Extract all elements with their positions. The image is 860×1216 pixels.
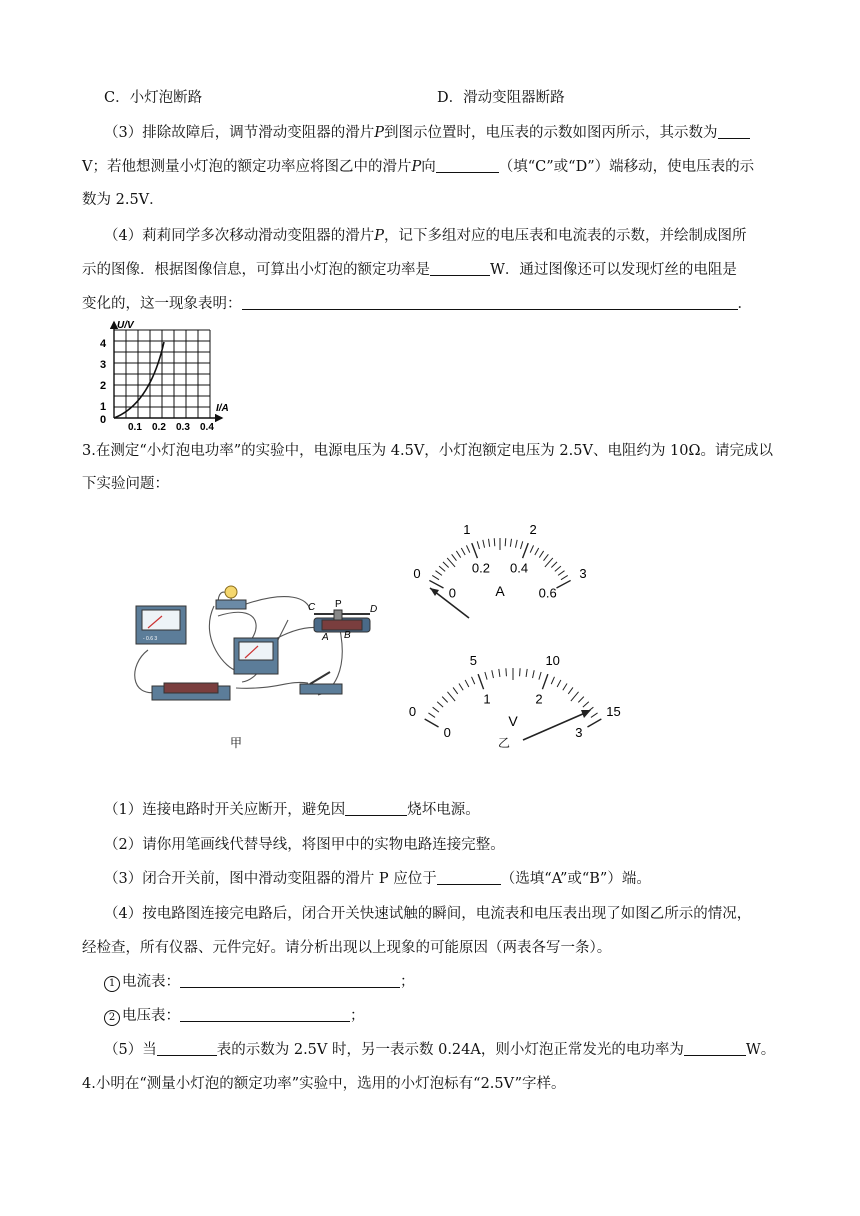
voltmeter-tick bbox=[526, 669, 527, 677]
answer-blank[interactable] bbox=[242, 295, 738, 310]
voltmeter-tick bbox=[578, 697, 584, 703]
voltmeter-outer-label: 5 bbox=[469, 652, 477, 668]
voltmeter-tick bbox=[539, 672, 541, 680]
voltmeter-tick bbox=[459, 683, 463, 690]
voltmeter-tick bbox=[492, 670, 494, 678]
voltmeter-tick bbox=[485, 672, 487, 680]
ammeter-tick bbox=[447, 558, 455, 567]
ammeter-tick bbox=[472, 543, 478, 558]
x-tick: 0.2 bbox=[152, 422, 166, 433]
q2-part4-line1: （4）莉莉同学多次移动滑动变阻器的滑片P，记下多组对应的电压表和电流表的示数，并绘制成图所 bbox=[104, 228, 747, 244]
voltmeter-tick bbox=[437, 702, 443, 707]
terminal-b: B bbox=[344, 630, 351, 641]
q3-part1: （1）连接电路时开关应断开，避免因 烧坏电源。 bbox=[104, 802, 480, 818]
terminal-d: D bbox=[370, 604, 378, 615]
q3-part4-line1: （4）按电路图连接完电路后，闭合开关快速试触的瞬间，电流表和电压表出现了如图乙所示的情况， bbox=[104, 906, 752, 922]
q2-part3-line3: 数为 2.5V． bbox=[82, 192, 164, 208]
voltmeter-tick bbox=[453, 687, 458, 693]
q3-part5: （5）当 表的示数为 2.5V 时，另一表示数 0.24A，则小灯泡正常发光的电功率为 W。 bbox=[104, 1042, 776, 1058]
circled-number: 1 bbox=[104, 976, 120, 992]
ammeter-tick bbox=[466, 545, 469, 552]
voltmeter-inner-label: 3 bbox=[575, 725, 583, 740]
ammeter-tick bbox=[561, 575, 568, 579]
q2-part3-line2: V；若他想测量小灯泡的额定功率应将图乙中的滑片P向 （填“C”或“D”）端移动，使电压表的示 bbox=[82, 159, 755, 175]
ammeter-tick bbox=[535, 548, 539, 555]
voltmeter-tick bbox=[478, 674, 483, 689]
x-tick: 0.4 bbox=[200, 422, 214, 433]
ammeter-inner-label: 0.2 bbox=[471, 560, 490, 576]
voltmeter-tick bbox=[428, 713, 435, 717]
voltmeter-tick bbox=[542, 674, 547, 689]
ammeter-dial bbox=[413, 522, 586, 601]
ammeter-outer-label: 0 bbox=[413, 565, 421, 581]
q3-ammeter-reason: 1 电流表： ； bbox=[104, 972, 415, 992]
y-tick: 1 bbox=[100, 401, 107, 413]
ammeter-tick bbox=[520, 541, 522, 549]
q4-intro: 4.小明在“测量小灯泡的额定功率”实验中，选用的小灯泡标有“2.5V”字样。 bbox=[82, 1076, 566, 1092]
graph-y-label: U/V bbox=[117, 320, 134, 331]
ammeter-tick bbox=[439, 566, 445, 571]
ammeter-tick bbox=[510, 539, 511, 547]
x-tick: 0.1 bbox=[128, 422, 142, 433]
ammeter-tick bbox=[456, 551, 460, 558]
voltmeter-tick bbox=[557, 680, 561, 687]
voltmeter-tick bbox=[591, 713, 598, 717]
q3-intro-line1: 3.在测定“小灯泡电功率”的实验中，电源电压为 4.5V，小灯泡额定电压为 2.5V、电阻约为 10Ω。请完成以 bbox=[82, 443, 774, 459]
answer-blank[interactable] bbox=[180, 973, 400, 988]
q3-part3: （3）闭合开关前，图中滑动变阻器的滑片 P 应位于 （选填“A”或“B”）端。 bbox=[104, 871, 651, 887]
answer-blank[interactable] bbox=[157, 1041, 217, 1056]
voltmeter-tick bbox=[587, 719, 601, 727]
figure-label-jia: 甲 bbox=[230, 736, 243, 750]
q3-part4-line2: 经检查，所有仪器、元件完好。请分析出现以上现象的可能原因（两表各写一条）。 bbox=[82, 940, 612, 956]
ammeter-inner-label: 0.4 bbox=[510, 560, 529, 576]
ammeter-tick bbox=[488, 539, 489, 547]
voltmeter-tick bbox=[533, 670, 535, 678]
ammeter-tick bbox=[551, 562, 557, 568]
ammeter-tick bbox=[515, 540, 517, 548]
ammeter-tick bbox=[555, 566, 561, 571]
option-d: D．滑动变阻器断路 bbox=[437, 90, 565, 106]
y-tick: 2 bbox=[100, 380, 107, 392]
y-tick: 4 bbox=[100, 338, 107, 350]
voltmeter-tick bbox=[433, 707, 439, 712]
slider-p: P bbox=[335, 599, 342, 610]
voltmeter-outer-label: 0 bbox=[408, 704, 417, 719]
ammeter-tick bbox=[545, 558, 553, 567]
voltmeter-outer-label: 10 bbox=[545, 652, 560, 668]
ammeter-tick bbox=[523, 543, 529, 558]
circuit-figure-jia bbox=[118, 580, 398, 710]
voltmeter-tick bbox=[551, 677, 554, 684]
ammeter-outer-label: 2 bbox=[529, 522, 537, 538]
ammeter-tick bbox=[429, 580, 443, 588]
terminal-c: C bbox=[308, 602, 316, 613]
answer-blank[interactable] bbox=[437, 870, 501, 885]
ammeter-tick bbox=[477, 541, 479, 549]
ammeter-inner-label: 0.6 bbox=[538, 585, 557, 601]
ammeter-tick bbox=[558, 571, 564, 576]
q2-part3-line1: （3）排除故障后，调节滑动变阻器的滑片P到图示位置时，电压表的示数如图丙所示，其示数为 bbox=[104, 123, 750, 143]
answer-blank[interactable] bbox=[180, 1007, 350, 1022]
answer-blank[interactable] bbox=[718, 124, 750, 139]
figure-label-yi: 乙 bbox=[498, 736, 511, 750]
ammeter-tick bbox=[483, 540, 485, 548]
voltmeter-inner-label: 0 bbox=[443, 725, 451, 740]
graph-x-label: I/A bbox=[216, 403, 229, 414]
voltmeter-tick bbox=[425, 719, 439, 727]
circled-number: 2 bbox=[104, 1010, 120, 1026]
q3-voltmeter-reason: 2 电压表： ； bbox=[104, 1006, 365, 1026]
voltmeter-needle-tip bbox=[581, 710, 591, 718]
ammeter-outer-label: 3 bbox=[579, 565, 587, 581]
ammeter-tick bbox=[544, 554, 549, 560]
answer-blank[interactable] bbox=[430, 261, 490, 276]
voltmeter-tick bbox=[465, 680, 469, 687]
ammeter-tick bbox=[530, 545, 533, 552]
answer-blank[interactable] bbox=[436, 158, 499, 173]
x-tick: 0.3 bbox=[176, 422, 190, 433]
ammeter-tick bbox=[505, 538, 506, 546]
q3-intro-line2: 下实验问题： bbox=[82, 476, 169, 492]
y-tick: 0 bbox=[100, 414, 107, 426]
voltmeter-tick bbox=[447, 692, 455, 701]
ammeter-unit-label: A bbox=[495, 583, 505, 599]
y-tick: 3 bbox=[100, 359, 107, 371]
ammeter-inner-label: 0 bbox=[448, 585, 456, 601]
voltmeter-inner-label: 1 bbox=[483, 691, 491, 707]
terminal-a: A bbox=[322, 632, 329, 643]
option-c: C．小灯泡断路 bbox=[104, 90, 203, 106]
voltmeter-tick bbox=[506, 668, 507, 676]
ammeter-tick bbox=[539, 551, 543, 558]
ammeter-tick bbox=[461, 548, 465, 555]
voltmeter-unit-label: V bbox=[508, 713, 518, 729]
voltmeter-tick bbox=[472, 677, 475, 684]
ammeter-tick bbox=[432, 575, 439, 579]
voltmeter-tick bbox=[442, 697, 448, 703]
ammeter-tick bbox=[443, 562, 449, 568]
meters-figure-yi bbox=[395, 508, 635, 748]
ammeter-tick bbox=[557, 580, 571, 588]
q2-part4-line3: 变化的，这一现象表明： ． bbox=[82, 296, 752, 312]
meter-terminals: - 0.6 3 bbox=[143, 636, 158, 642]
q3-part2: （2）请你用笔画线代替导线，将图甲中的实物电路连接完整。 bbox=[104, 837, 505, 853]
ammeter-tick bbox=[435, 571, 441, 576]
voltmeter-tick bbox=[568, 687, 573, 693]
ui-graph bbox=[88, 318, 248, 434]
voltmeter-tick bbox=[583, 702, 589, 707]
voltmeter-tick bbox=[520, 668, 521, 676]
voltmeter-inner-label: 2 bbox=[535, 691, 543, 707]
voltmeter-dial bbox=[409, 653, 621, 740]
ammeter-outer-label: 1 bbox=[463, 522, 471, 538]
ammeter-tick bbox=[494, 538, 495, 546]
voltmeter-tick bbox=[499, 669, 500, 677]
ammeter-tick bbox=[452, 554, 457, 560]
q2-part4-line2: 示的图像．根据图像信息，可算出小灯泡的额定功率是 W．通过图像还可以发现灯丝的电阻是 bbox=[82, 262, 737, 278]
voltmeter-tick bbox=[571, 692, 579, 701]
answer-blank[interactable] bbox=[684, 1041, 746, 1056]
voltmeter-outer-label: 15 bbox=[606, 704, 621, 719]
answer-blank[interactable] bbox=[345, 801, 407, 816]
voltmeter-tick bbox=[563, 683, 567, 690]
